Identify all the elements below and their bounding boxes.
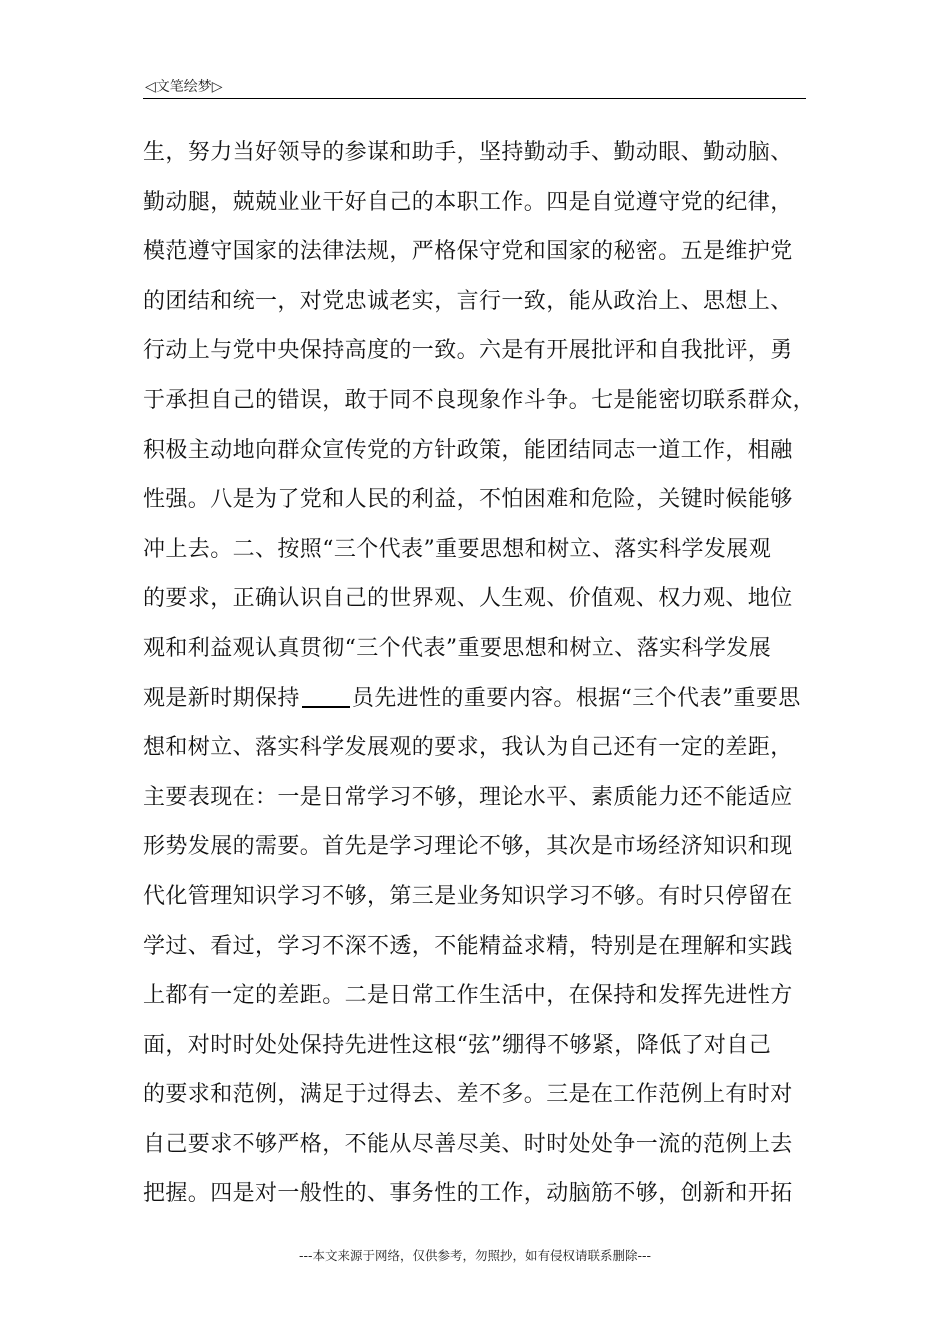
text-line: 的团结和统一，对党忠诚老实，言行一致，能从政治上、思想上、: [143, 288, 793, 314]
page-footer: ---本文来源于网络，仅供参考，勿照抄，如有侵权请联系删除---: [298, 1248, 652, 1263]
text-line: 形势发展的需要。首先是学习理论不够，其次是市场经济知识和现: [143, 834, 793, 860]
text-line: 生，努力当好领导的参谋和助手，坚持勤动手、勤动眼、勤动脑、: [143, 140, 793, 165]
text-line: 代化管理知识学习不够，第三是业务知识学习不够。有时只停留在: [143, 883, 793, 909]
fill-in-blank: [302, 686, 350, 708]
text-line: 的要求和范例，满足于过得去、差不多。三是在工作范例上有时对: [143, 1082, 793, 1108]
header-title: ◁文笔绘梦▷: [145, 79, 223, 95]
text-line: 自己要求不够严格，不能从尽善尽美、时时处处争一流的范例上去: [143, 1131, 793, 1157]
text-line-with-blank: [143, 682, 813, 732]
text-line: 主要表现在：一是日常学习不够，理论水平、素质能力还不能适应: [143, 784, 793, 810]
text-line: 模范遵守国家的法律法规，严格保守党和国家的秘密。五是维护党: [143, 239, 793, 265]
text-line: 于承担自己的错误，敢于同不良现象作斗争。七是能密切联系群众，: [143, 387, 816, 413]
text-line: 观和利益观认真贯彻“三个代表”重要思想和树立、落实科学发展: [143, 635, 772, 661]
text-line: 积极主动地向群众宣传党的方针政策，能团结同志一道工作，相融: [143, 437, 793, 463]
text-line: 冲上去。二、按照“三个代表”重要思想和树立、落实科学发展观: [143, 536, 772, 562]
text-line: 学过、看过，学习不深不透，不能精益求精，特别是在理解和实践: [143, 933, 793, 959]
text-line: 把握。四是对一般性的、事务性的工作，动脑筋不够，创新和开拓: [143, 1181, 793, 1207]
text-line: 行动上与党中央保持高度的一致。六是有开展批评和自我批评，勇: [143, 338, 793, 364]
text-line: 性强。八是为了党和人民的利益，不怕困难和危险，关键时候能够: [143, 487, 793, 513]
text-line: 的要求，正确认识自己的世界观、人生观、价值观、权力观、地位: [143, 586, 793, 612]
document-body: [143, 136, 816, 1227]
text-line: 面，对时时处处保持先进性这根“弦”绷得不够紧，降低了对自己: [143, 1032, 772, 1058]
page-header: [143, 74, 806, 99]
text-segment: 观是新时期保持: [143, 685, 300, 711]
text-line: 上都有一定的差距。二是日常工作生活中，在保持和发挥先进性方: [143, 983, 793, 1009]
text-line: 想和树立、落实科学发展观的要求，我认为自己还有一定的差距，: [143, 735, 793, 761]
text-segment: 员先进性的重要内容。根据“三个代表”重要思: [351, 685, 801, 711]
text-line: 勤动腿，兢兢业业干好自己的本职工作。四是自觉遵守党的纪律，: [143, 189, 793, 215]
